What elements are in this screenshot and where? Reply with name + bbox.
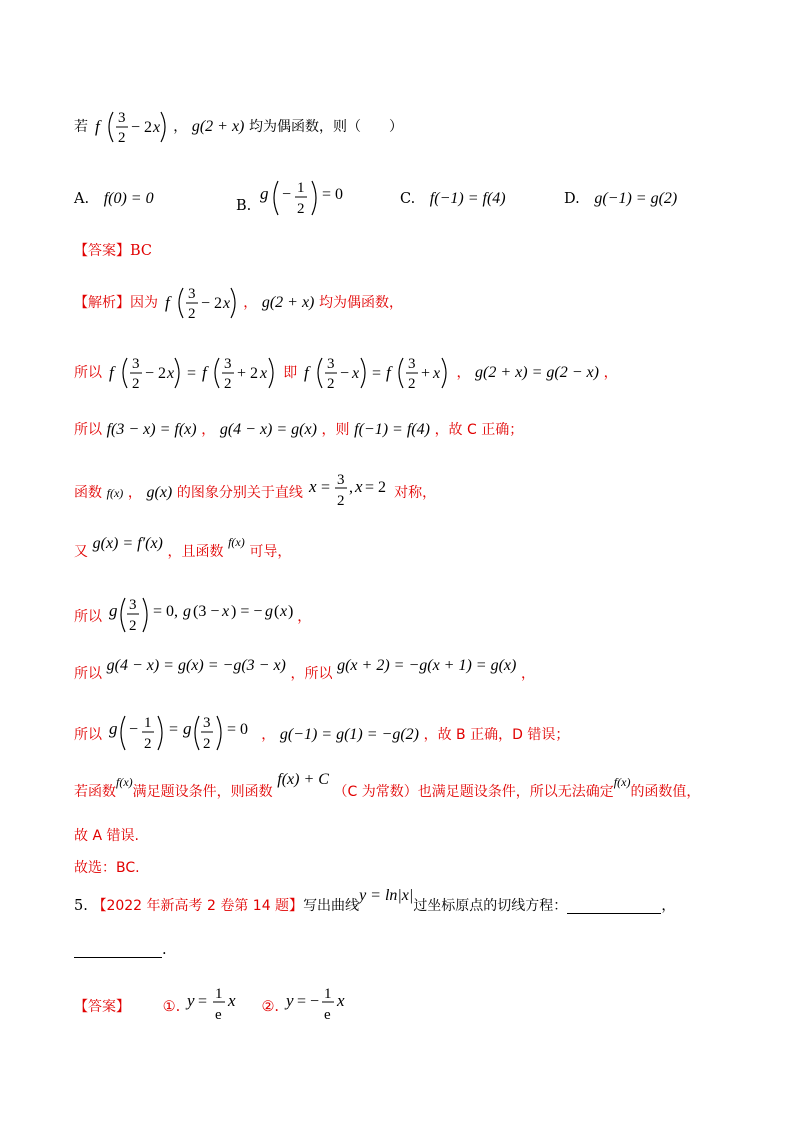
text: 所以	[74, 727, 102, 743]
svg-text:f: f	[201, 363, 207, 382]
text: 均为偶函数，	[319, 295, 403, 311]
svg-text:x: x	[222, 295, 230, 312]
svg-text:y: y	[186, 991, 195, 1010]
text: 过坐标原点的切线方程：	[413, 898, 568, 914]
question-5-line	[74, 887, 676, 916]
svg-text:2: 2	[223, 376, 232, 392]
text: ，	[661, 898, 676, 914]
text: ，	[261, 727, 276, 743]
text: ，故 B 正确，D 错误；	[423, 727, 570, 743]
answer-number: ①.	[162, 999, 181, 1015]
analysis-line-11	[74, 858, 140, 878]
formula: y = ln|x|	[359, 887, 414, 904]
text: ，	[603, 365, 618, 381]
svg-text:x: x	[351, 365, 359, 382]
svg-text:1: 1	[296, 180, 305, 196]
text: ，	[127, 485, 142, 501]
svg-text:3: 3	[128, 597, 137, 613]
text: （C 为常数）也满足题设条件，所以无法确定	[333, 784, 614, 800]
formula: g(−1) = g(1) = −g(2)	[279, 726, 419, 743]
svg-text:3: 3	[131, 356, 140, 372]
svg-text:x: x	[152, 119, 160, 136]
question-tail: 均为偶函数，则（ ）	[249, 119, 403, 135]
answer-formula-2	[284, 982, 350, 1032]
option-letter: C.	[400, 191, 416, 207]
text: 所以	[74, 365, 102, 381]
svg-text:x: x	[336, 991, 345, 1010]
answer-2-line	[74, 982, 350, 1032]
option-b-formula	[256, 175, 356, 225]
svg-text:3: 3	[202, 715, 211, 731]
text: ，	[201, 422, 216, 438]
svg-text:g: g	[182, 603, 191, 620]
text: ，且函数	[167, 544, 224, 560]
analysis-line-3	[74, 420, 523, 440]
svg-text:1: 1	[214, 986, 223, 1002]
svg-text:+: +	[420, 365, 430, 382]
svg-text:x: x	[166, 365, 174, 382]
answer-tag: 【答案】	[74, 243, 130, 259]
text: ，	[243, 295, 258, 311]
option-expr: f(−1) = f(4)	[429, 190, 506, 207]
formula: f(x)	[116, 775, 133, 789]
analysis-line-2	[74, 348, 618, 398]
formula: g(x) = f′(x)	[92, 535, 163, 552]
text: 若函数	[74, 784, 116, 800]
svg-text:2: 2	[407, 376, 416, 392]
option-letter: D.	[564, 191, 580, 207]
svg-text:= 2: = 2	[365, 479, 387, 496]
svg-text:2: 2	[128, 618, 137, 634]
formula: g(x + 2) = −g(x + 1) = g(x)	[337, 657, 517, 674]
text: ，	[297, 609, 312, 625]
text: 故 A 错误.	[74, 828, 139, 844]
formula: f(3 − x) = f(x)	[106, 421, 197, 438]
svg-text:−: −	[281, 186, 291, 203]
svg-text:=: =	[371, 365, 381, 382]
text: 所以	[74, 422, 102, 438]
svg-text:y: y	[285, 991, 294, 1010]
formula: f(x) + C	[277, 771, 329, 788]
svg-text:= 0: = 0	[226, 721, 248, 738]
analysis-line-7	[74, 657, 535, 684]
svg-text:f: f	[303, 363, 309, 382]
text: 所以	[74, 666, 102, 682]
text: 的函数值，	[630, 784, 701, 800]
svg-text:g: g	[264, 603, 273, 620]
text: 即	[283, 365, 298, 381]
text: ，所以	[290, 666, 333, 682]
text: 又	[74, 544, 88, 560]
analysis-line-8	[74, 710, 569, 760]
svg-text:2: 2	[143, 736, 152, 752]
question-formula-f	[93, 102, 169, 152]
option-d[interactable]	[564, 190, 677, 208]
svg-text:= −: = −	[296, 993, 319, 1010]
svg-text:x: x	[221, 603, 229, 620]
svg-text:,: ,	[349, 479, 354, 496]
formula: f(x)	[613, 775, 631, 789]
text: 可导，	[249, 544, 292, 560]
svg-text:= 0: = 0	[321, 186, 343, 203]
svg-text:2: 2	[337, 493, 345, 509]
svg-text:− 2: − 2	[144, 365, 166, 382]
formula: g(4 − x) = g(x)	[219, 421, 317, 438]
svg-text:=: =	[321, 479, 331, 496]
text: ，故 C 正确；	[434, 422, 524, 438]
svg-text:1: 1	[143, 715, 152, 731]
option-expr: f(0) = 0	[103, 190, 154, 207]
svg-text:−: −	[339, 365, 349, 382]
answer-blank-1[interactable]	[567, 899, 661, 914]
svg-text:f: f	[164, 293, 170, 312]
formula-f-sym-x	[302, 348, 452, 398]
svg-text:g: g	[182, 719, 192, 738]
text: 写出曲线	[303, 898, 360, 914]
question-formula-g: g(2 + x)	[191, 118, 245, 135]
svg-text:2: 2	[202, 736, 211, 752]
text: 对称，	[394, 485, 437, 501]
answer-tag: 【答案】	[74, 999, 130, 1015]
text: 故选：BC.	[74, 860, 140, 876]
svg-text:g: g	[108, 719, 118, 738]
svg-text:2: 2	[296, 201, 305, 217]
formula-symmetry-lines	[307, 468, 389, 518]
formula: f(x)	[228, 535, 245, 549]
svg-text:g: g	[108, 601, 118, 620]
svg-text:3: 3	[223, 356, 232, 372]
formula: f(x)	[106, 486, 124, 500]
comma: ，	[173, 119, 188, 135]
svg-text:+ 2: + 2	[236, 365, 258, 382]
svg-text:= 0,: = 0,	[152, 603, 178, 620]
text: 的图象分别关于直线	[176, 485, 303, 501]
svg-text:− 2: − 2	[200, 295, 222, 312]
formula: g(2 + x)	[261, 294, 315, 311]
svg-text:3: 3	[187, 286, 196, 302]
answer-value: BC	[130, 243, 153, 259]
answer-formula-1	[185, 982, 241, 1032]
formula: g(x)	[146, 484, 173, 501]
svg-text:x: x	[279, 603, 287, 620]
answer-number: ②.	[261, 999, 280, 1015]
text: .	[162, 942, 167, 958]
option-letter: B.	[236, 198, 252, 214]
formula: f(−1) = f(4)	[354, 421, 430, 438]
answer-blank-2[interactable]	[74, 943, 162, 958]
svg-text:) = −: ) = −	[230, 603, 262, 620]
question-line	[74, 102, 403, 152]
svg-text:2: 2	[187, 306, 196, 322]
svg-text:(: (	[273, 603, 279, 620]
svg-text:=: =	[186, 365, 196, 382]
text: 因为	[130, 295, 158, 311]
question-number: 5.	[74, 898, 88, 914]
svg-text:3: 3	[326, 356, 335, 372]
svg-text:x: x	[259, 365, 267, 382]
question-5-line-2	[74, 940, 167, 960]
svg-text:3: 3	[337, 472, 345, 488]
svg-text:=: =	[168, 721, 178, 738]
svg-text:g: g	[259, 184, 269, 203]
analysis-tag: 【解析】	[74, 295, 130, 311]
option-c[interactable]	[400, 190, 506, 208]
svg-text:f: f	[385, 363, 391, 382]
svg-text:x: x	[227, 991, 236, 1010]
svg-text:x: x	[309, 477, 318, 496]
text: 满足题设条件，则函数	[132, 784, 273, 800]
svg-text:x: x	[432, 365, 440, 382]
analysis-line-10	[74, 826, 139, 846]
analysis-formula-f	[163, 278, 239, 328]
svg-text:=: =	[197, 993, 207, 1010]
answer-line	[74, 241, 152, 261]
analysis-line-6	[74, 592, 311, 642]
svg-text:f: f	[108, 363, 114, 382]
formula-g-3-2	[107, 592, 293, 642]
svg-text:1: 1	[323, 986, 332, 1002]
option-b[interactable]	[236, 175, 356, 225]
option-letter: A.	[74, 191, 90, 207]
text: 所以	[74, 609, 102, 625]
analysis-line-1	[74, 278, 403, 328]
formula: g(4 − x) = g(x) = −g(3 − x)	[106, 657, 286, 674]
option-a[interactable]	[74, 190, 154, 208]
svg-text:2: 2	[326, 376, 335, 392]
formula-f-sym-2x	[107, 348, 279, 398]
svg-text:2: 2	[131, 376, 140, 392]
formula-g-values	[107, 710, 257, 760]
text: ，	[456, 365, 471, 381]
svg-text:3: 3	[117, 110, 126, 126]
svg-text:f: f	[94, 117, 100, 136]
analysis-line-5	[74, 535, 292, 562]
svg-text:(3 −: (3 −	[192, 603, 219, 620]
svg-text:e: e	[323, 1007, 331, 1023]
question-prefix: 若	[74, 119, 88, 135]
analysis-line-9	[74, 771, 701, 802]
svg-text:x: x	[355, 477, 364, 496]
formula: g(2 + x) = g(2 − x)	[475, 364, 599, 381]
text: ，则	[321, 422, 350, 438]
svg-text:− 2: − 2	[130, 119, 152, 136]
question-source: 【2022 年新高考 2 卷第 14 题】	[92, 898, 304, 914]
svg-text:): )	[287, 603, 293, 620]
svg-text:3: 3	[407, 356, 416, 372]
svg-text:2: 2	[117, 130, 126, 146]
text: ，	[520, 666, 535, 682]
svg-text:−: −	[128, 721, 138, 738]
analysis-line-4	[74, 468, 436, 518]
option-expr: g(−1) = g(2)	[594, 190, 678, 207]
text: 函数	[74, 485, 102, 501]
svg-text:e: e	[214, 1007, 222, 1023]
